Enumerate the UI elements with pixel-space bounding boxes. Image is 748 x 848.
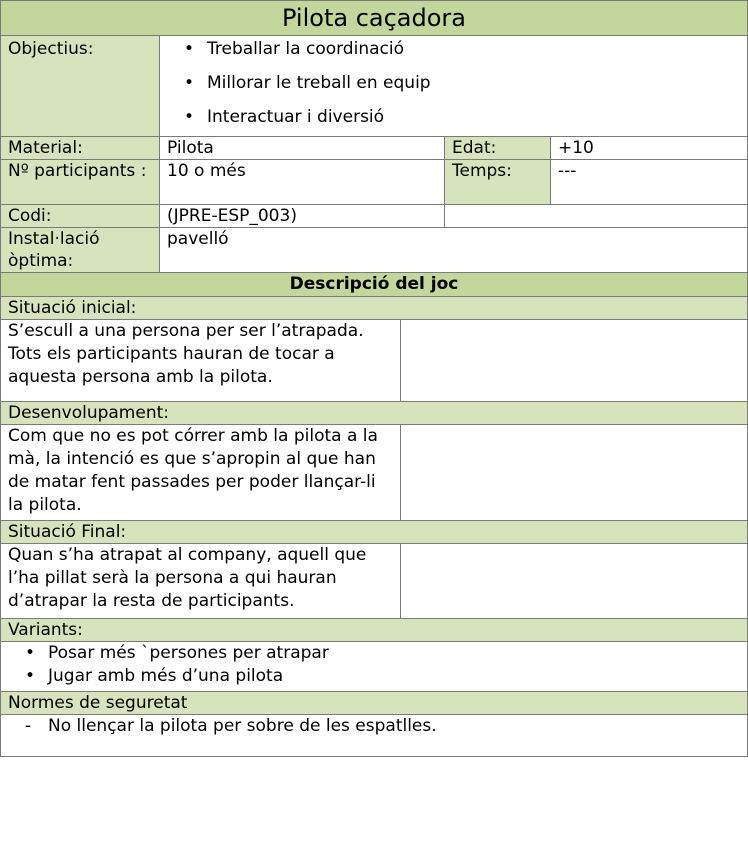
material-value: Pilota [160,137,445,160]
material-label: Material: [1,137,160,160]
situacio-inicial-row [0,320,748,402]
material-row [0,137,748,160]
situacio-final-row [0,544,748,619]
title-row [0,0,748,36]
codi-value: (JPRE-ESP_003) [160,205,445,228]
situacio-final-label-row [0,521,748,544]
descripcio-header: Descripció del joc [1,273,748,297]
variants-row [0,642,748,692]
codi-label: Codi: [1,205,160,228]
situacio-inicial-label-row [0,297,748,320]
desenvolupament-text: Com que no es pot córrer amb la pilota a la mà, la intenció es que s’apropin al que han de matar fent passades per poder llançar-li la pilota. [1,425,401,521]
variants-list-cell [1,642,748,692]
situacio-inicial-label: Situació inicial: [1,297,748,320]
desenvolupament-row [0,425,748,521]
objectius-label: Objectius: [1,36,160,137]
page-title: Pilota caçadora [1,0,748,36]
descripcio-header-row [0,273,748,297]
situacio-final-empty [401,544,748,619]
variants-list [1,642,747,688]
norma-item: - No llençar la pilota per sobre de les espatlles. [1,715,747,738]
objectiu-item: • Interactuar i diversió [160,106,740,129]
normes-row [0,715,748,757]
situacio-inicial-empty [401,320,748,402]
desenvolupament-label-row [0,402,748,425]
variant-item: • Jugar amb més d’una pilota [1,665,747,688]
situacio-final-text: Quan s’ha atrapat al company, aquell que l’ha pillat serà la persona a qui hauran d’atrapar la resta de participants. [1,544,401,619]
variant-item: • Posar més `persones per atrapar [1,642,747,665]
installacio-value: pavelló [160,228,748,273]
participants-label: Nº participants : [1,160,160,205]
participants-value: 10 o més [160,160,445,205]
situacio-final-label: Situació Final: [1,521,748,544]
temps-value: --- [551,160,748,205]
variants-label-row [0,619,748,642]
installacio-row [0,228,748,273]
objectius-list-cell [160,36,748,137]
situacio-inicial-text: S’escull a una persona per ser l’atrapada. Tots els participants hauran de tocar a aquesta persona amb la pilota. [1,320,401,402]
desenvolupament-empty [401,425,748,521]
edat-label: Edat: [445,137,551,160]
normes-list [1,715,747,738]
objectiu-item: • Millorar le treball en equip [160,72,740,95]
objectiu-item: • Treballar la coordinació [160,38,740,61]
desenvolupament-label: Desenvolupament: [1,402,748,425]
normes-label: Normes de seguretat [1,692,748,715]
objectius-row [0,36,748,137]
normes-list-cell [1,715,748,757]
variants-label: Variants: [1,619,748,642]
participants-row [0,160,748,205]
codi-row [0,205,748,228]
objectius-list [160,38,740,129]
installacio-label: Instal·lació òptima: [1,228,160,273]
edat-value: +10 [551,137,748,160]
codi-empty-cell [445,205,748,228]
temps-label: Temps: [445,160,551,205]
normes-label-row [0,692,748,715]
